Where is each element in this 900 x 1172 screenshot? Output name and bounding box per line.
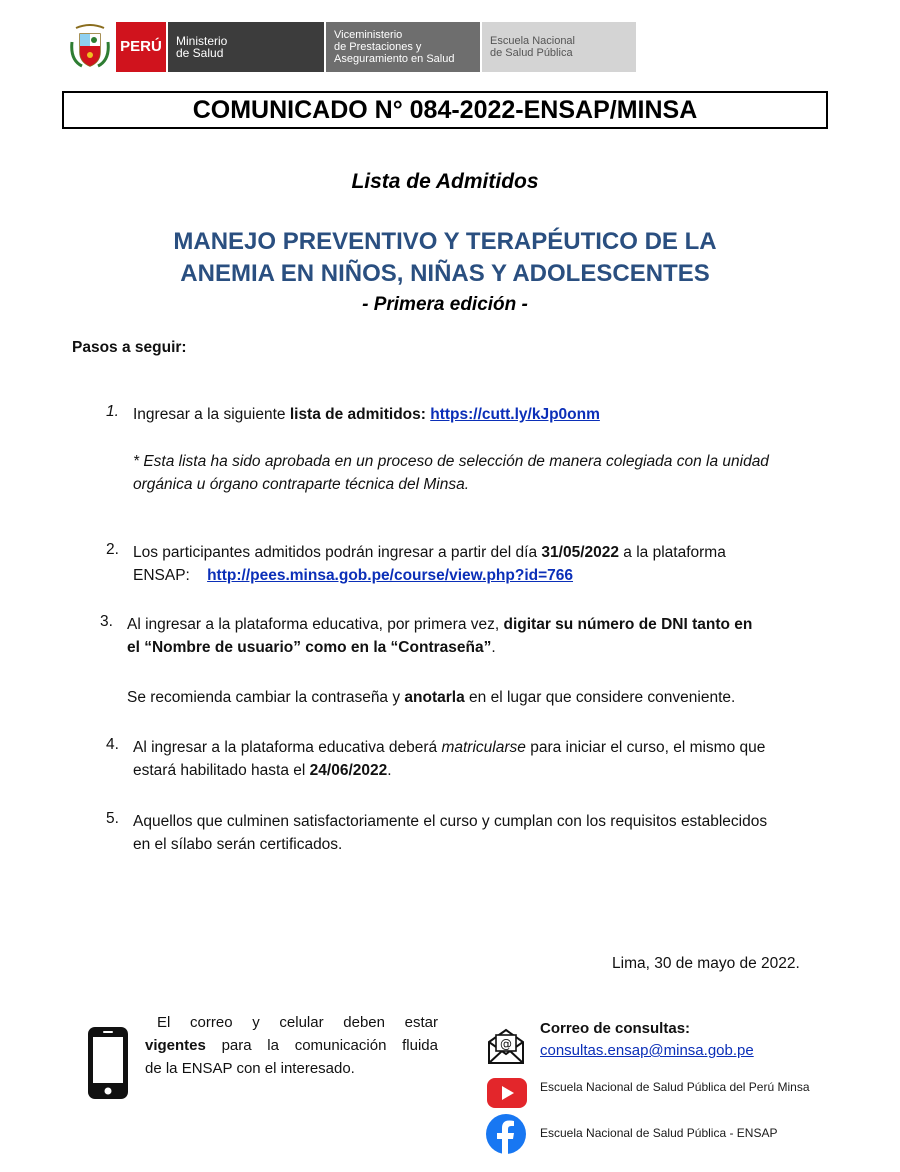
peru-label: PERÚ: [120, 38, 162, 55]
step-2-text: [133, 541, 726, 587]
rec-tail: en el lugar que considere conveniente.: [464, 689, 736, 706]
phone-bold: vigentes: [145, 1037, 206, 1054]
course-title-line-1: MANEJO PREVENTIVO Y TERAPÉUTICO DE LA: [173, 228, 717, 255]
step-3-number: 3.: [100, 613, 113, 630]
step-5-line-1: Aquellos que culminen satisfactoriamente el curso y cumplan con los requisitos establecidos: [133, 813, 768, 830]
step-3-end: .: [491, 639, 496, 656]
course-title-line-2: ANEMIA EN NIÑOS, NIÑAS Y ADOLESCENTES: [180, 260, 710, 287]
phone-notice: [145, 1011, 438, 1080]
step-4-text: [133, 736, 765, 782]
step-2-number: 2.: [106, 541, 119, 558]
step-1-note: [133, 450, 769, 496]
vice-line-2: de Prestaciones y: [334, 41, 422, 53]
step-4-italic: matricularse: [441, 739, 526, 756]
step-4-tail: para iniciar el curso, el mismo que: [525, 739, 766, 756]
ministerio-line-2: de Salud: [176, 46, 224, 60]
steps-heading: Pasos a seguir:: [72, 339, 187, 356]
mail-heading: Correo de consultas:: [540, 1020, 691, 1037]
step-4-end: .: [387, 762, 392, 779]
step-1-number: 1.: [106, 403, 119, 420]
phone-line-3: de la ENSAP con el interesado.: [145, 1060, 355, 1077]
step-3-bold-1: digitar su número de DNI tanto en: [503, 616, 753, 633]
step-3-recommendation: [127, 686, 735, 709]
step-1-bold: lista de admitidos:: [289, 406, 426, 423]
step-4-line-2: [133, 759, 765, 782]
step-3-line-2: [127, 636, 752, 659]
admitted-list-link[interactable]: https://cutt.ly/kJp0onm: [430, 406, 600, 423]
platform-link[interactable]: http://pees.minsa.gob.pe/course/view.php?id=766: [207, 567, 574, 584]
svg-text:@: @: [500, 1037, 512, 1051]
step-2-lead: Los participantes admitidos podrán ingresar a partir del día: [133, 544, 542, 561]
escuela-line-2: de Salud Pública: [490, 47, 573, 59]
communique-title: COMUNICADO N° 084-2022-ENSAP/MINSA: [62, 91, 828, 129]
step-4-lead: Al ingresar a la plataforma educativa deberá: [133, 739, 442, 756]
ministerio-brand-block: [168, 22, 324, 72]
step-5-text: [133, 810, 767, 856]
peru-coat-of-arms-icon: [70, 24, 110, 70]
step-3-line-1: [127, 613, 752, 636]
mobile-phone-icon: [86, 1025, 130, 1106]
phone-line-2-tail: para la comunicación fluida: [205, 1037, 438, 1054]
rec-bold: anotarla: [404, 689, 465, 706]
step-2-line-1: [133, 541, 726, 564]
step-3-bold-2: el “Nombre de usuario” como en la “Contraseña”: [127, 639, 492, 656]
phone-line-1: El correo y celular deben estar: [157, 1014, 438, 1031]
facebook-icon[interactable]: [485, 1113, 527, 1160]
step-2-line-2: [133, 564, 726, 587]
step-3-text: [127, 613, 752, 659]
peru-brand-block: [116, 22, 166, 72]
step-1-note-line-2: orgánica u órgano contraparte técnica del Minsa.: [133, 476, 470, 493]
youtube-icon[interactable]: [486, 1076, 528, 1115]
step-3-lead: Al ingresar a la plataforma educativa, por primera vez,: [127, 616, 504, 633]
step-4-number: 4.: [106, 736, 119, 753]
step-1-note-line-1: * Esta lista ha sido aprobada en un proceso de selección de manera colegiada con la unidad: [133, 453, 769, 470]
step-2-ensap: ENSAP:: [133, 567, 190, 584]
step-1-lead: Ingresar a la siguiente: [133, 406, 290, 423]
subtitle: Lista de Admitidos: [351, 170, 539, 193]
escuela-line-1: Escuela Nacional: [490, 35, 575, 47]
step-4-line2-lead: estará habilitado hasta el: [133, 762, 310, 779]
email-envelope-icon: [486, 1026, 526, 1071]
escuela-brand-block: [482, 22, 636, 72]
ministerio-line-1: Ministerio: [176, 34, 228, 48]
step-5-line-2: en el sílabo serán certificados.: [133, 836, 343, 853]
facebook-page-label[interactable]: Escuela Nacional de Salud Pública - ENSAP: [540, 1126, 778, 1140]
phone-line-2: [145, 1034, 438, 1057]
step-4-date: 24/06/2022: [309, 762, 388, 779]
rec-lead: Se recomienda cambiar la contraseña y: [127, 689, 405, 706]
step-1-text: [133, 403, 600, 426]
step-5-number: 5.: [106, 810, 119, 827]
youtube-channel-label[interactable]: Escuela Nacional de Salud Pública del Perú Minsa: [540, 1080, 810, 1094]
step-4-line-1: [133, 736, 765, 759]
step-2-tail: a la plataforma: [618, 544, 726, 561]
edition: - Primera edición -: [362, 294, 528, 315]
viceministerio-brand-block: [326, 22, 480, 72]
consultation-email-link[interactable]: consultas.ensap@minsa.gob.pe: [540, 1042, 754, 1059]
vice-line-1: Viceministerio: [334, 29, 403, 41]
step-2-date: 31/05/2022: [541, 544, 619, 561]
vice-line-3: Aseguramiento en Salud: [334, 53, 455, 65]
date-line: Lima, 30 de mayo de 2022.: [612, 955, 800, 972]
